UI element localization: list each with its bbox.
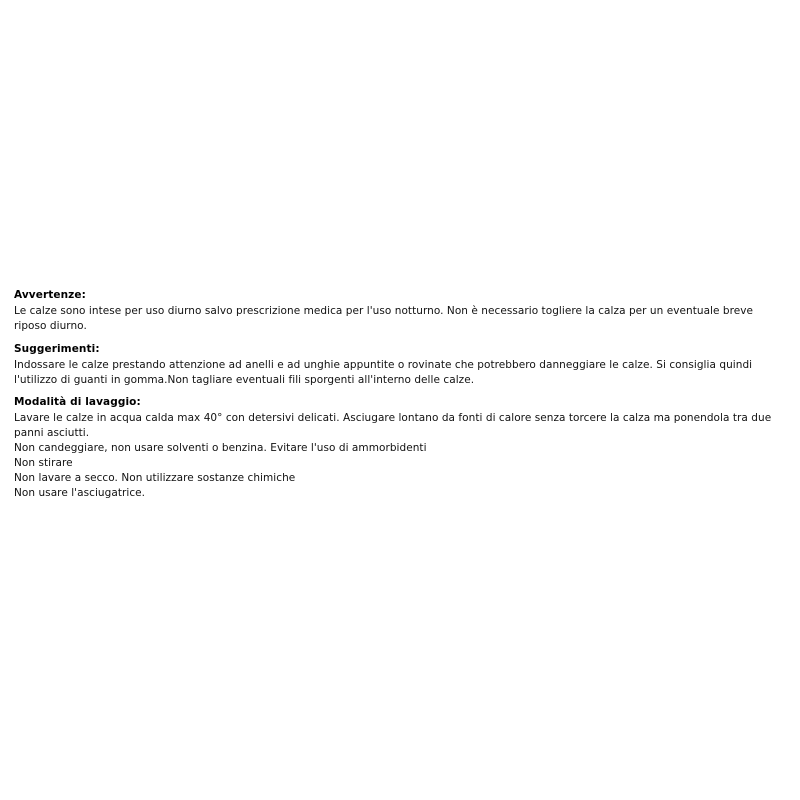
section-paragraph-avvertenze-1: Le calze sono intese per uso diurno salvo prescrizione medica per l'uso notturno. Non è necessario togliere la calza per un eventuale breve riposo diurno.	[14, 305, 754, 332]
section-heading-avvertenze: Avvertenze:	[14, 289, 86, 301]
document-content	[14, 288, 786, 503]
section-paragraph-suggerimenti-1: Indossare le calze prestando attenzione ad anelli e ad unghie appuntite o rovinate che potrebbero danneggiare le calze. Si consiglia quindi l'utilizzo di guanti in gomma.Non tagliare eventuali fili sporgenti all'interno delle calze.	[14, 359, 753, 386]
section-paragraph-lavaggio-3: Non stirare	[14, 457, 73, 469]
section-paragraph-lavaggio-4: Non lavare a secco. Non utilizzare sostanze chimiche	[14, 472, 296, 484]
section-paragraph-lavaggio-2: Non candeggiare, non usare solventi o benzina. Evitare l'uso di ammorbidenti	[14, 442, 427, 454]
section-heading-modalita-di-lavaggio: Modalità di lavaggio:	[14, 396, 141, 408]
section-paragraph-lavaggio-5: Non usare l'asciugatrice.	[14, 487, 146, 499]
section-suggerimenti	[14, 342, 786, 388]
section-heading-suggerimenti: Suggerimenti:	[14, 343, 100, 355]
section-avvertenze	[14, 288, 786, 334]
section-modalita-di-lavaggio	[14, 395, 786, 501]
section-paragraph-lavaggio-1: Lavare le calze in acqua calda max 40° con detersivi delicati. Asciugare lontano da fonti di calore senza torcere la calza ma ponendola tra due panni asciutti.	[14, 412, 772, 439]
